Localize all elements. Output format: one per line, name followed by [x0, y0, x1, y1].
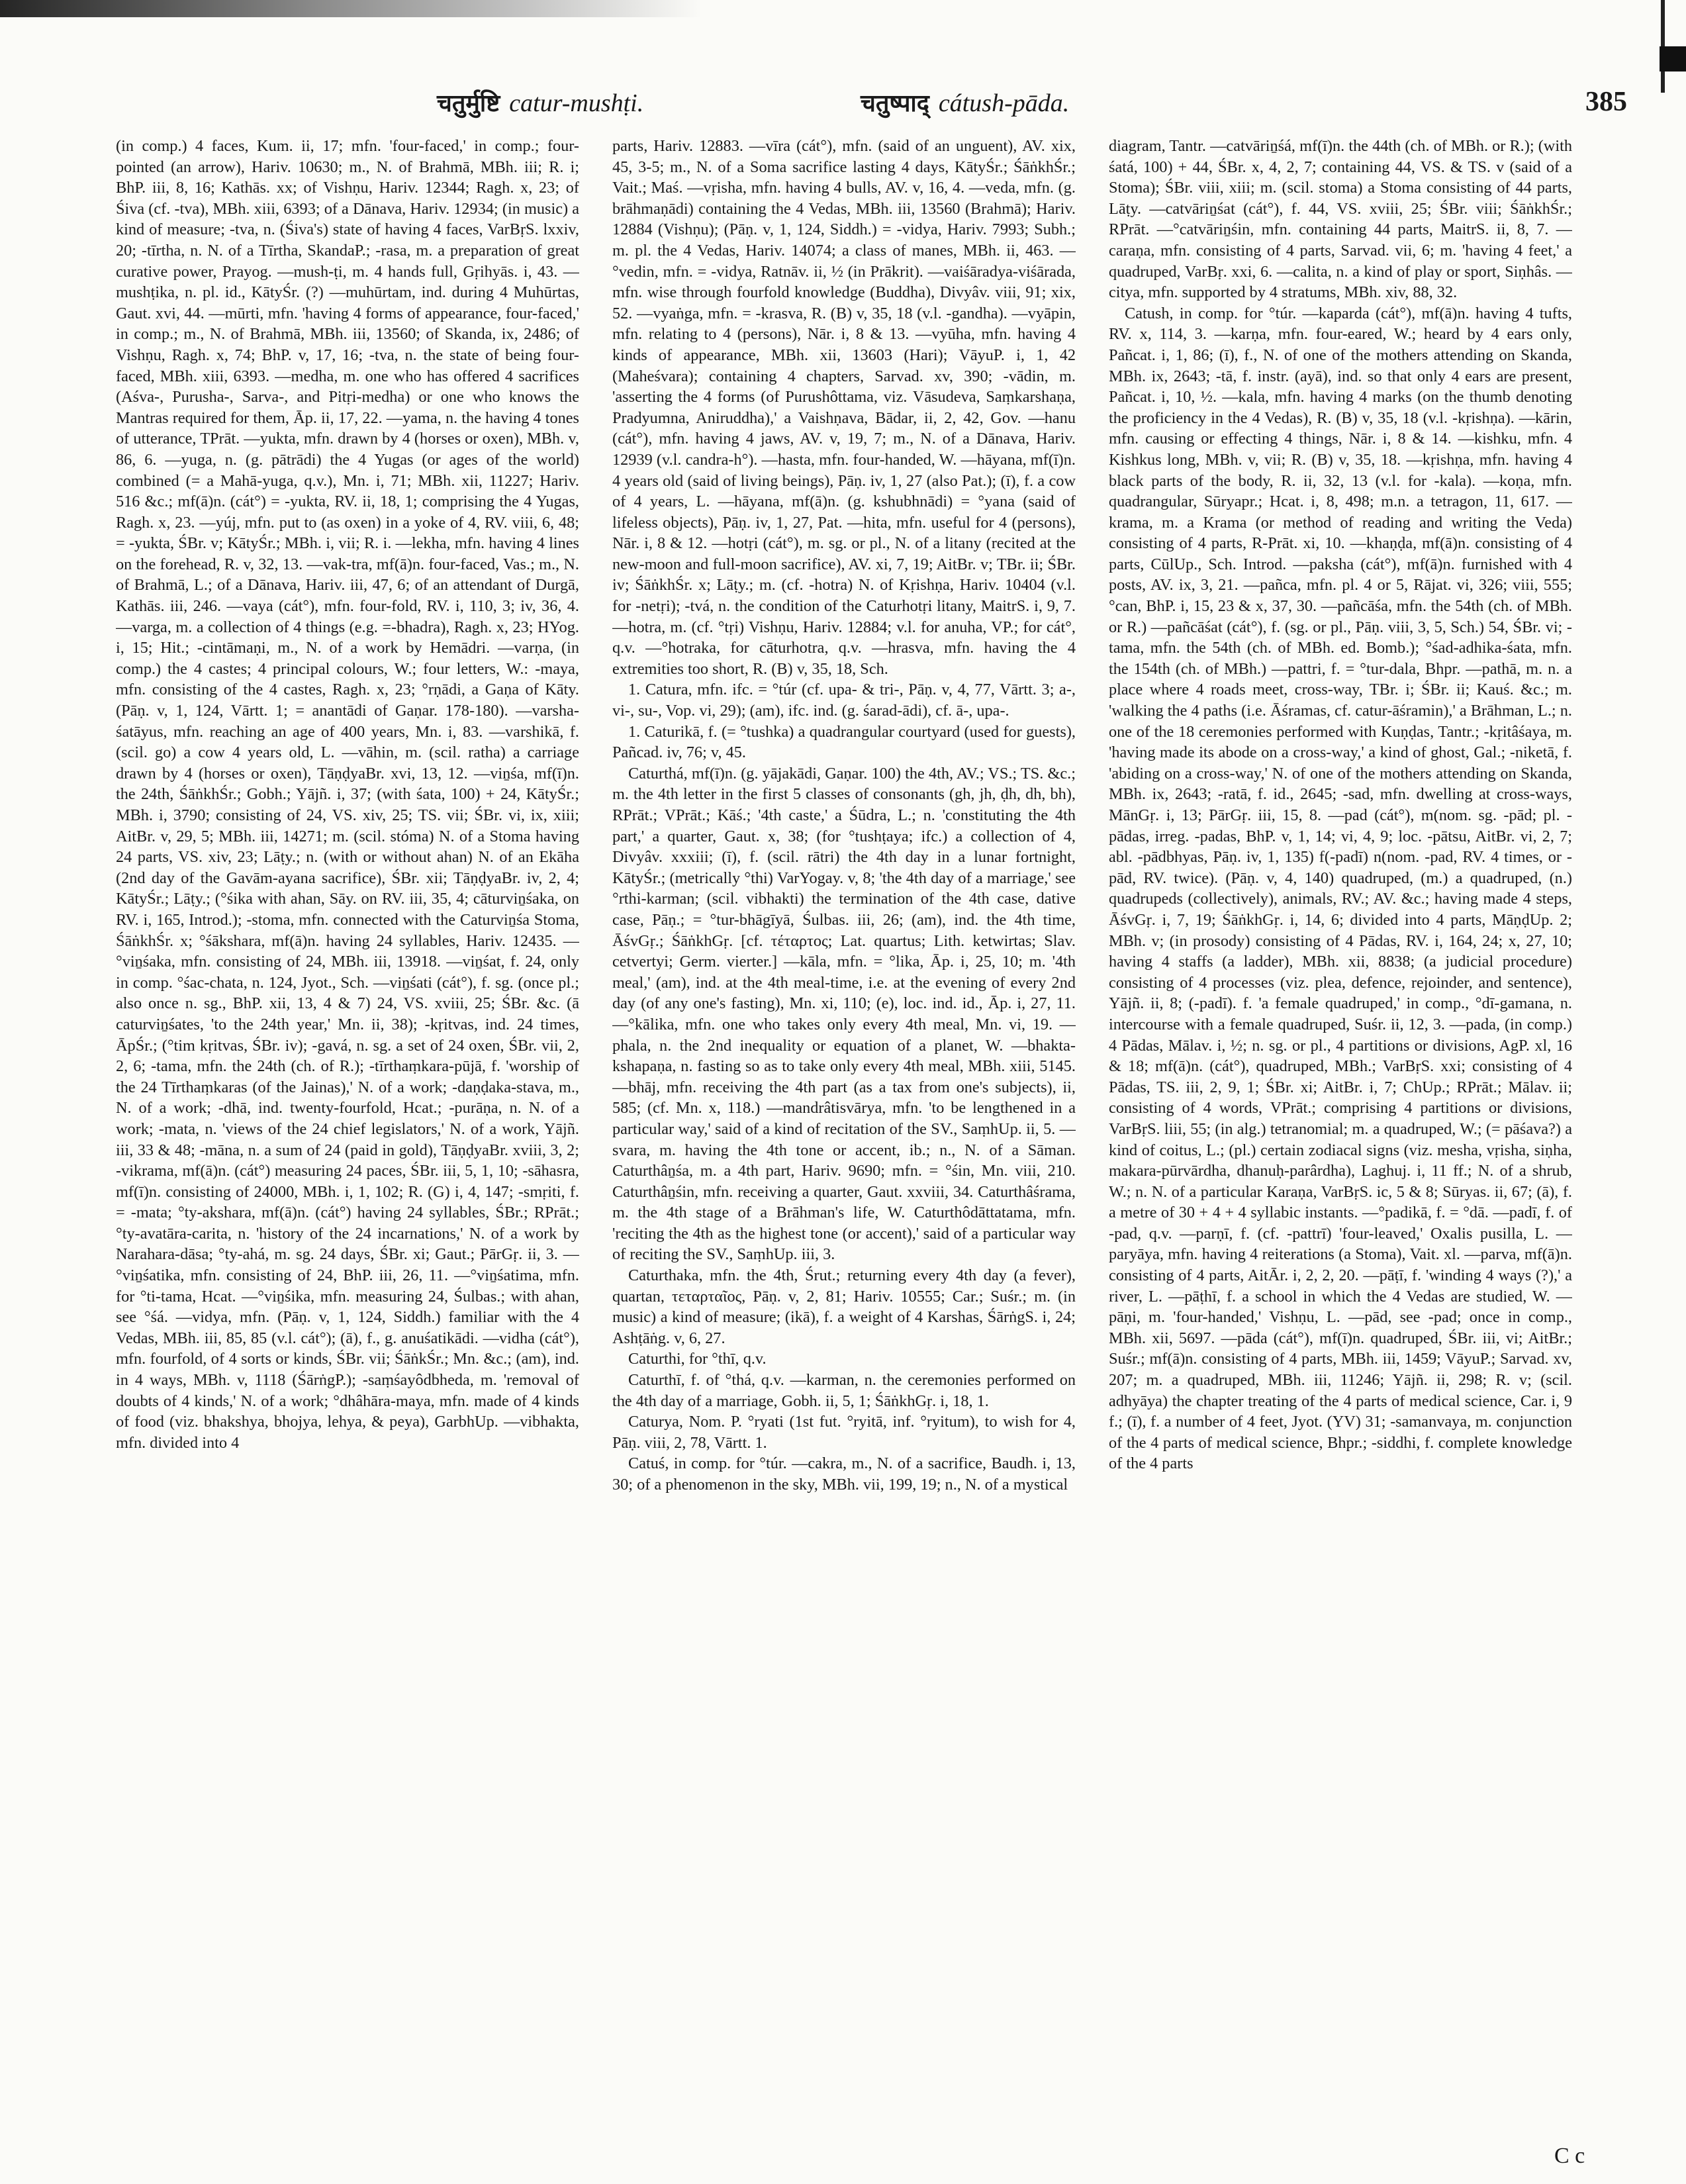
column-2: [612, 136, 1076, 2109]
running-head-left-devanagari: चतुर्मुष्टि: [437, 90, 500, 117]
signature-mark: C c: [1554, 2144, 1585, 2168]
column-2-paragraph: parts, Hariv. 12883. —vīra (cát°), mfn. (said of an unguent), AV. xix, 45, 3-5; m., N. of a Soma sacrifice lasting 4 days, KātyŚr.; ŚāṅkhŚr.; Vait.; Maś. —vṛisha, mfn. having 4 bulls, AV. v, 16, 4. —veda, mfn. (g. brāhmaṇādi) containing the 4 Vedas, MBh. iii, 13560 (Brahmā); Hariv. 12884 (Vishṇu); (Pāṇ. v, 1, 124, Siddh.) = -vidya, Hariv. 7993; Subh.; m. pl. the 4 Vedas, Hariv. 14074; a class of manes, MBh. ii, 463. —°vedin, mfn. = -vidya, Ratnāv. ii, ½ (in Prākrit). —vaiśāradya-viśārada, mfn. wise through fourfold knowledge (Buddha), Divyâv. viii, 91; xix, 52. —vyaṅga, mfn. = -krasva, R. (B) v, 35, 18 (v.l. -gandha). —vyāpin, mfn. relating to 4 (persons), Nār. i, 8 & 13. —vyūha, mfn. having 4 kinds of appearance, MBh. xii, 13603 (Hari); VāyuP. i, 1, 42 (Maheśvara); containing 4 chapters, Sarvad. xv, 390; -vādin, m. 'asserting the 4 forms (of Purushôttama, viz. Vāsudeva, Saṃkarshaṇa, Pradyumna, Aniruddha),' a Vaishṇava, Bādar, ii, 2, 42, Gov. —hanu (cát°), mfn. having 4 jaws, AV. v, 19, 7; m., N. of a Dānava, Hariv. 12939 (v.l. candra-h°). —hasta, mfn. four-handed, W. —hāyana, mf(ī)n. 4 years old (said of living beings), Pāṇ. iv, 1, 27 (also Pat.); (ī), f. a cow of 4 years, L. —hāyana, mf(ā)n. (g. kshubhnādi) = °yana (said of lifeless objects), Pāṇ. iv, 1, 27, Pat. —hita, mfn. useful for 4 (persons), Nār. i, 8 & 12. —hotṛi (cát°), m. sg. or pl., N. of a litany (recited at the new-moon and full-moon sacrifice), AV. xi, 7, 19; AitBr. v; TBr. ii; ŚBr. iv; ŚāṅkhŚr. x; Lāṭy.; m. (cf. -hotra) N. of Kṛishṇa, Hariv. 10404 (v.l. for -netṛi); -tvá, n. the condition of the Caturhotṛi litany, MaitrS. i, 9, 7. —hotra, m. (cf. °tṛi) Vishṇu, Hariv. 12884; v.l. for anuha, VP.; for cát°, q.v. —°hotraka, for cāturhotra, q.v. —hrasva, mfn. having the 4 extremities too short, R. (B) v, 35, 18, Sch.: [612, 137, 1076, 678]
column-2-paragraph: Catuś, in comp. for °túr. —cakra, m., N. of a sacrifice, Baudh. i, 13, 30; of a phenomenon in the sky, MBh. vii, 199, 19; n., N. of a mystical: [612, 1454, 1076, 1494]
column-3-paragraph: Catush, in comp. for °túr. —kaparda (cát°), mf(ā)n. having 4 tufts, RV. x, 114, 3. —karṇa, mfn. four-eared, W.; heard by 4 ears only, Pañcat. i, 1, 86; (ī), f., N. of one of the mothers attending on Skanda, MBh. ix, 2643; -tā, f. instr. (ayā), ind. so that only 4 ears are present, Pañcat. i, 10, ½. —kala, mfn. having 4 marks (on the thumb denoting the proficiency in the 4 Vedas), R. (B) v, 35, 18 (v.l. -kṛishṇa). —kārin, mfn. causing or effecting 4 things, Nār. i, 8 & 14. —kishku, mfn. 4 Kishkus long, MBh. v, vii; R. (B) v, 35, 18. —kṛishṇa, mfn. having 4 black parts of the body, R. ii, 32, 13 (v.l. for -kala). —koṇa, mfn. quadrangular, Sūryapr.; Hcat. i, 8, 498; m.n. a tetragon, 11, 617. —krama, m. a Krama (or method of reading and writing the Veda) consisting of 4 parts, R-Prāt. xi, 10. —khaṇḍa, mf(ā)n. consisting of 4 parts, CūlUp., Sch. Introd. —paksha (cát°), mf(ā)n. furnished with 4 posts, AV. ix, 3, 21. —pañca, mfn. pl. 4 or 5, Rājat. vi, 326; viii, 555; °can, BhP. i, 15, 23 & x, 37, 30. —pañcāśa, mfn. the 54th (ch. of MBh. or R.) —pañcāśat (cát°), f. (sg. or pl., Pāṇ. viii, 3, 5, Sch.) 54, ŚBr. vi; -tama, mfn. the 54th (ch. of MBh. ed. Bomb.); °śad-adhika-śata, mfn. the 154th (ch. of MBh.) —pattri, f. = °tur-dala, Bhpr. —pathā, m. n. a place where 4 roads meet, cross-way, TBr. i; ŚBr. ii; Kauś. &c.; m. 'walking the 4 paths (i.e. Āśramas, cf. catur-āśramin),' a Brāhman, L.; n. one of the 18 ceremonies performed with Kuṇḍas, Tantr.; -kṛitâśaya, m. 'having made its abode on a cross-way,' a kind of ghost, Gal.; -niketā, f. 'abiding on a cross-way,' N. of one of the mothers attending on Skanda, MBh. ix, 2643; -ratā, f. id., 2645; -sad, mfn. dwelling at cross-ways, MānGṛ. i, 13; PārGṛ. iii, 15, 8. —pad (cát°), m(nom. sg. -pād; pl. -pādas, irreg. -padas, BhP. v, 1, 14; vi, 4, 9; loc. -pātsu, AitBr. vi, 2, 7; abl. -pādbhyas, Pāṇ. iv, 1, 135) f(-padī) n(nom. -pad, RV. 4 times, or -pād, RV. twice). (Pāṇ. v, 4, 140) quadruped, (m.) a quadruped, (n.) quadrupeds (collectively), animals, RV.; AV. &c.; having made 4 steps, ĀśvGṛ. i, 7, 19; ŚāṅkhGṛ. i, 14, 6; divided into 4 parts, MāṇḍUp. 2; MBh. v; (in prosody) consisting of 4 Pādas, RV. i, 164, 24; x, 27, 10; having 4 staffs (a ladder), MBh. xii, 8838; (a judicial procedure) consisting of 4 processes (viz. plea, defence, rejoinder, and sentence), Yājñ. ii, 8; (-padī). f. 'a female quadruped,' in comp., °dī-gamana, n. intercourse with a female quadruped, Suśr. ii, 12, 3. —pada, (in comp.) 4 Pādas, Mālav. i, ½; n. sg. or pl., 4 partitions or divisions, AgP. xl, 16 & 18; mf(ā)n. (cát°), quadruped, MBh.; VarBṛS. xxi; consisting of 4 Pādas, TS. iii, 2, 9, 1; ŚBr. xi; AitBr. i, 7; ChUp.; RPrāt.; Mālav. ii; consisting of 4 words, VPrāt.; comprising 4 partitions or divisions, VarBṛS. liii, 55; (in alg.) tetranomial; m. a quadruped, W.; (= pāśava?) a kind of coitus, L.; (pl.) certain zodiacal signs (viz. mesha, vṛisha, siṇha, makara-pūrvārdha, dhanuḥ-parârdha), Laghuj. i, 11 ff.; N. of a shrub, W.; n. N. of a particular Karaṇa, VarBṛS. ic, 5 & 8; Sūryas. ii, 67; (ā), f. a metre of 30 + 4 + 4 syllabic instants. —°padikā, f. = °dā. —padī, f. of -pad, q.v. —parṇī, f. (cf. -pattrī) 'four-leaved,' Oxalis pusilla, L. —paryāya, mfn. having 4 reiterations (a Stoma), Vait. xl. —parva, mf(ā)n. consisting of 4 parts, AitĀr. i, 2, 2, 20. —pāṭī, f. 'winding 4 ways (?),' a river, L. —pāṭhī, f. a school in which the 4 Vedas are studied, W. —pāṇi, m. 'four-handed,' Vishṇu, L. —pād, see -pad; once in comp., MBh. xii, 5697. —pāda (cát°), mf(ī)n. quadruped, ŚBr. iii, vi; AitBr.; Suśr.; mf(ā)n. consisting of 4 parts, MBh. iii, 1459; VāyuP.; Sarvad. xv, 207; m. a quadruped, MBh. iii, 11246; Yājñ. ii, 298; R. v; (scil. adhyāya) the chapter treating of the 4 parts of medical science, Car. i, 9 f.; (ī), f. a number of 4 feet, Jyot. (YV) 31; -samanvaya, m. conjunction of the 4 parts of medical science, Bhpr.; -siddhi, f. complete knowledge of the 4 parts: [1109, 304, 1572, 1473]
running-head-right-devanagari: चतुष्पाद्: [861, 90, 929, 117]
column-1: [116, 136, 579, 2109]
column-2-paragraph: Caturthaka, mfn. the 4th, Śrut.; returning every 4th day (a fever), quartan, τεταρταῖος, Pāṇ. v, 2, 81; Hariv. 10555; Car.; Suśr.; m. (in music) a kind of measure; (ikā), f. a weight of 4 Karshas, ŚārṅgS. i, 24; Ashṭāṅg. v, 6, 27.: [612, 1266, 1076, 1347]
column-3: [1109, 136, 1572, 2109]
scan-edge-top: [0, 0, 702, 17]
column-2-paragraph: Caturthī, f. of °thá, q.v. —karman, n. the ceremonies performed on the 4th day of a marriage, Gobh. ii, 5, 1; ŚāṅkhGṛ. i, 18, 1.: [612, 1371, 1076, 1410]
column-2-paragraph: 1. Catura, mfn. ifc. = °túr (cf. upa- & tri-, Pāṇ. v, 4, 77, Vārtt. 3; a-, vi-, su-, Vop. vi, 29); (am), ifc. ind. (g. śarad-ādi), cf. ā-, upa-.: [612, 681, 1076, 720]
column-2-paragraph: Caturthi, for °thī, q.v.: [628, 1350, 767, 1368]
running-head-left: [437, 86, 643, 119]
page-number: 385: [1585, 87, 1627, 117]
column-2-paragraph: Caturya, Nom. P. °ryati (1st fut. °ryitā, inf. °ryitum), to wish for 4, Pāṇ. viii, 2, 78, Vārtt. 1.: [612, 1413, 1076, 1452]
column-2-paragraph: Caturthá, mf(ī)n. (g. yājakādi, Gaṇar. 100) the 4th, AV.; VS.; TS. &c.; m. the 4th letter in the first 5 classes of consonants (gh, jh, ḍh, dh, bh), RPrāt.; VPrāt.; Kāś.; '4th caste,' a Śūdra, L.; n. 'constituting the 4th part,' a quarter, Gaut. x, 38; (for °tushṭaya; ifc.) a collection of 4, Divyâv. xxxiii; (ī), f. (scil. rātri) the 4th day in a lunar fortnight, KātyŚr.; (metrically °thi) VarYogay. v, 8; 'the 4th day of a marriage,' see °rthi-karman; (scil. vibhakti) the termination of the 4th case, dative case, Pāṇ.; = °tur-bhāgīyā, Śulbas. iii, 26; (am), ind. the 4th time, ĀśvGṛ.; ŚāṅkhGṛ. [cf. τέταρτος; Lat. quartus; Lith. ketwirtas; Slav. cetvertyi; Germ. vierter.] —kāla, mfn. = °lika, Āp. i, 25, 10; m. '4th meal,' (am), ind. at the 4th meal-time, i.e. at the evening of every 2nd day (of any one's fasting), Mn. xi, 110; (e), loc. ind. id., Āp. i, 27, 11. —°kālika, mfn. one who takes only every 4th meal, Mn. vi, 19. —phala, n. the 2nd inequality or equation of a planet, W. —bhakta-kshapaṇa, n. fasting so as to take only every 4th meal, MBh. xiii, 5145. —bhāj, mfn. receiving the 4th part (as a tax from one's subjects), ii, 585; (cf. Mn. x, 118.) —mandrâtisvārya, mfn. 'to be lengthened in a particular way,' said of a kind of recitation of the SV., SaṃhUp. ii, 5. —svara, m. having the 4th tone or accent, ib.; n., N. of a Sāman. Caturthâṉśa, m. a 4th part, Hariv. 9690; mfn. = °śin, Mn. viii, 210. Caturthâṉśin, mfn. receiving a quarter, Gaut. xxviii, 34. Caturthâśrama, m. the 4th stage of a Brāhman's life, W. Caturthôdāttatama, mfn. 'reciting the 4th as the highest tone (or accent),' said of a particular way of reciting the SV., SaṃhUp. iii, 3.: [612, 764, 1076, 1264]
running-head-left-roman: catur-mushṭi.: [509, 89, 644, 117]
column-1-paragraph: (in comp.) 4 faces, Kum. ii, 17; mfn. 'four-faced,' in comp.; four-pointed (an arrow), Hariv. 10630; m., N. of Brahmā, MBh. iii; R. i; BhP. iii, 8, 16; Kathās. xx; of Vishṇu, Hariv. 12344; Ragh. x, 23; of Śiva (cf. -tva), MBh. xiii, 6393; of a Dānava, Hariv. 12934; (in music) a kind of measure; -tva, n. (Śiva's) state of having 4 faces, VarBṛS. lxxiv, 20; -tīrtha, n. N. of a Tīrtha, SkandaP.; -rasa, m. a preparation of great curative power, Prayog. —mush-ṭi, m. 4 hands full, Gṛihyās. i, 43. —mushṭika, n. pl. id., KātyŚr. (?) —muhūrtam, ind. during 4 Muhūrtas, Gaut. xvi, 44. —mūrti, mfn. 'having 4 forms of appearance, four-faced,' in comp.; m., N. of Brahmā, MBh. iii, 13560; of Skanda, ix, 2486; of Vishṇu, Ragh. x, 74; BhP. v, 17, 16; -tva, n. the state of being four-faced, MBh. xiii, 6393. —medha, m. one who has offered 4 sacrifices (Aśva-, Purusha-, Sarva-, and Pitṛi-medha) or one who knows the Mantras required for them, Āp. ii, 17, 22. —yama, n. the having 4 tones of utterance, TPrāt. —yukta, mfn. drawn by 4 (horses or oxen), MBh. v, 86, 6. —yuga, n. (g. pātrādi) the 4 Yugas (or ages of the world) combined (= a Mahā-yuga, q.v.), Mn. i, 71; MBh. xii, 11227; Hariv. 516 &c.; mf(ā)n. (cát°) = -yukta, RV. ii, 18, 1; comprising the 4 Yugas, Ragh. x, 23. —yúj, mfn. put to (as oxen) in a yoke of 4, RV. viii, 6, 48; = -yukta, ŚBr. v; KātyŚr.; MBh. i, vii; R. i. —lekha, mfn. having 4 lines on the forehead, R. v, 32, 13. —vak-tra, mf(ā)n. four-faced, Vas.; m., N. of Brahmā, L.; of a Dānava, Hariv. iii, 47, 6; of an attendant of Durgā, Kathās. iii, 246. —vaya (cát°), mfn. four-fold, RV. i, 110, 3; iv, 36, 4. —varga, m. a collection of 4 things (e.g. =-bhadra), Ragh. x, 23; HYog. i, 15; Hit.; -cintāmaṇi, m., N. of a work by Hemādri. —varṇa, (in comp.) the 4 castes; 4 principal colours, W.; four letters, W.: -maya, mfn. consisting of the 4 castes, Ragh. x, 23; °rṇādi, a Gaṇa of Kāty. (Pāṇ. v, 1, 124, Vārtt. 1; = anantādi of Gaṇar. 178-180). —varsha-śatāyus, mfn. reaching an age of 400 years, Mn. i, 83. —varshikā, f. (scil. go) a cow 4 years old, L. —vāhin, m. (scil. ratha) a carriage drawn by 4 (horses or oxen), TāṇḍyaBr. xvi, 13, 12. —viṉśa, mf(ī)n. the 24th, ŚāṅkhŚr.; Gobh.; Yājñ. i, 37; (with śata, 100) + 24, KātyŚr.; MBh. i, 3790; consisting of 24, VS. xiv, 25; TS. vii; ŚBr. vi, ix, xiii; AitBr. v, 29, 5; MBh. iii, 14271; m. (scil. stóma) N. of a Stoma having 24 parts, VS. xiv, 23; Lāṭy.; n. (with or without ahan) N. of an Ekāha (2nd day of the Gavām-ayana sacrifice), ŚBr. xii; TāṇḍyaBr. iv, 2, 4; KātyŚr.; Lāṭy.; (°śika with ahan, Sāy. on RV. iii, 35, 4; cāturviṉśaka, on RV. i, 165, Introd.); -stoma, mfn. connected with the Caturviṉśa Stoma, ŚāṅkhŚr. x; °śākshara, mf(ā)n. having 24 syllables, Hariv. 12435. —°viṉśaka, mfn. consisting of 24, MBh. iii, 13918. —viṉśat, f. 24, only in comp. °śac-chata, n. 124, Jyot., Sch. —viṉśati (cát°), f. sg. (once pl.; also once n. sg., BhP. xii, 13, 4 & 7) 24, VS. xviii, 25; ŚBr. &c. (ā caturviṉśates, 'to the 24th year,' Mn. ii, 38); -kṛitvas, ind. 24 times, ĀpŚr.; (°tim kṛitvas, ŚBr. iv); -gavá, n. sg. a set of 24 oxen, ŚBr. vii, 2, 2, 6; -tama, mfn. the 24th (ch. of R.); -tīrthaṃkara-pūjā, f. 'worship of the 24 Tīrthaṃkaras (of the Jainas),' N. of a work; -daṇḍaka-stava, m., N. of a work; -dhā, ind. twenty-fourfold, Hcat.; -purāṇa, n. N. of a work; -mata, n. 'views of the 24 chief legislators,' N. of a work, Yājñ. iii, 33 & 48; -māna, n. a sum of 24 (paid in gold), TāṇḍyaBr. xviii, 3, 2; -vikrama, mf(ā)n. (cát°) measuring 24 paces, ŚBr. iii, 5, 1, 10; -sāhasra, mf(ī)n. consisting of 24000, MBh. i, 1, 102; R. (G) i, 4, 147; -smṛiti, f. = -mata; °ty-akshara, mf(ā)n. (cát°) having 24 syllables, ŚBr.; RPrāt.; °ty-avatāra-carita, n. 'history of the 24 incarnations,' N. of a work by Narahara-dāsa; °ty-ahá, m. sg. 24 days, ŚBr. xi; Gaut.; PārGṛ. ii, 3. —°viṉśatika, mfn. consisting of 24, BhP. iii, 26, 11. —°viṉśatima, mfn. for °ti-tama, Hcat. —°viṉśika, mfn. measuring 24, Śulbas.; with ahan, see °śá. —vidya, mfn. (Pāṇ. v, 1, 124, Siddh.) familiar with the 4 Vedas, MBh. iii, 85, 85 (v.l. cát°); (ā), f., g. anuśatikādi. —vidha (cát°), mfn. fourfold, of 4 sorts or kinds, ŚBr. vii; ŚāṅkŚr.; Mn. &c.; (am), ind. in 4 ways, MBh. v, 1118 (ŚārṅgP.); -saṃśayôdbheda, m. 'removal of doubts of 4 kinds,' N. of a work; °dhâhāra-maya, mfn. made of 4 kinds of food (viz. bhakshya, bhojya, lehya, & peya), GarbhUp. —vibhakta, mfn. divided into 4: [116, 137, 579, 1452]
column-3-paragraph: diagram, Tantr. —catvāriṉśá, mf(ī)n. the 44th (ch. of MBh. or R.); (with śatá, 100) + 44, ŚBr. x, 4, 2, 7; containing 44, VS. & TS. v (said of a Stoma); ŚBr. viii, xiii; m. (scil. stoma) a Stoma consisting of 44 parts, Lāṭy. —catvāriṉśat (cát°), f. 44, VS. xviii, 25; ŚBr. viii; ŚāṅkhŚr.; RPrāt. —°catvāriṉśin, mfn. containing 44 parts, MaitrS. ii, 8, 7. —caraṇa, mfn. consisting of 4 parts, Sarvad. vii, 6; m. 'having 4 feet,' a quadruped, VarBṛ. xxi, 6. —calita, n. a kind of play or sport, Siṇhâs. —citya, mfn. supported by 4 stratums, MBh. xiv, 88, 32.: [1109, 137, 1572, 302]
running-head-right-roman: cátush-pāda.: [938, 89, 1070, 117]
scan-edge-tab: [1660, 46, 1686, 71]
column-2-paragraph: 1. Caturikā, f. (= °tushka) a quadrangular courtyard (used for guests), Pañcad. iv, 76; v, 45.: [612, 722, 1076, 762]
running-head-right: [861, 86, 1069, 119]
running-head: [0, 78, 1686, 124]
dictionary-columns: [116, 136, 1592, 2109]
